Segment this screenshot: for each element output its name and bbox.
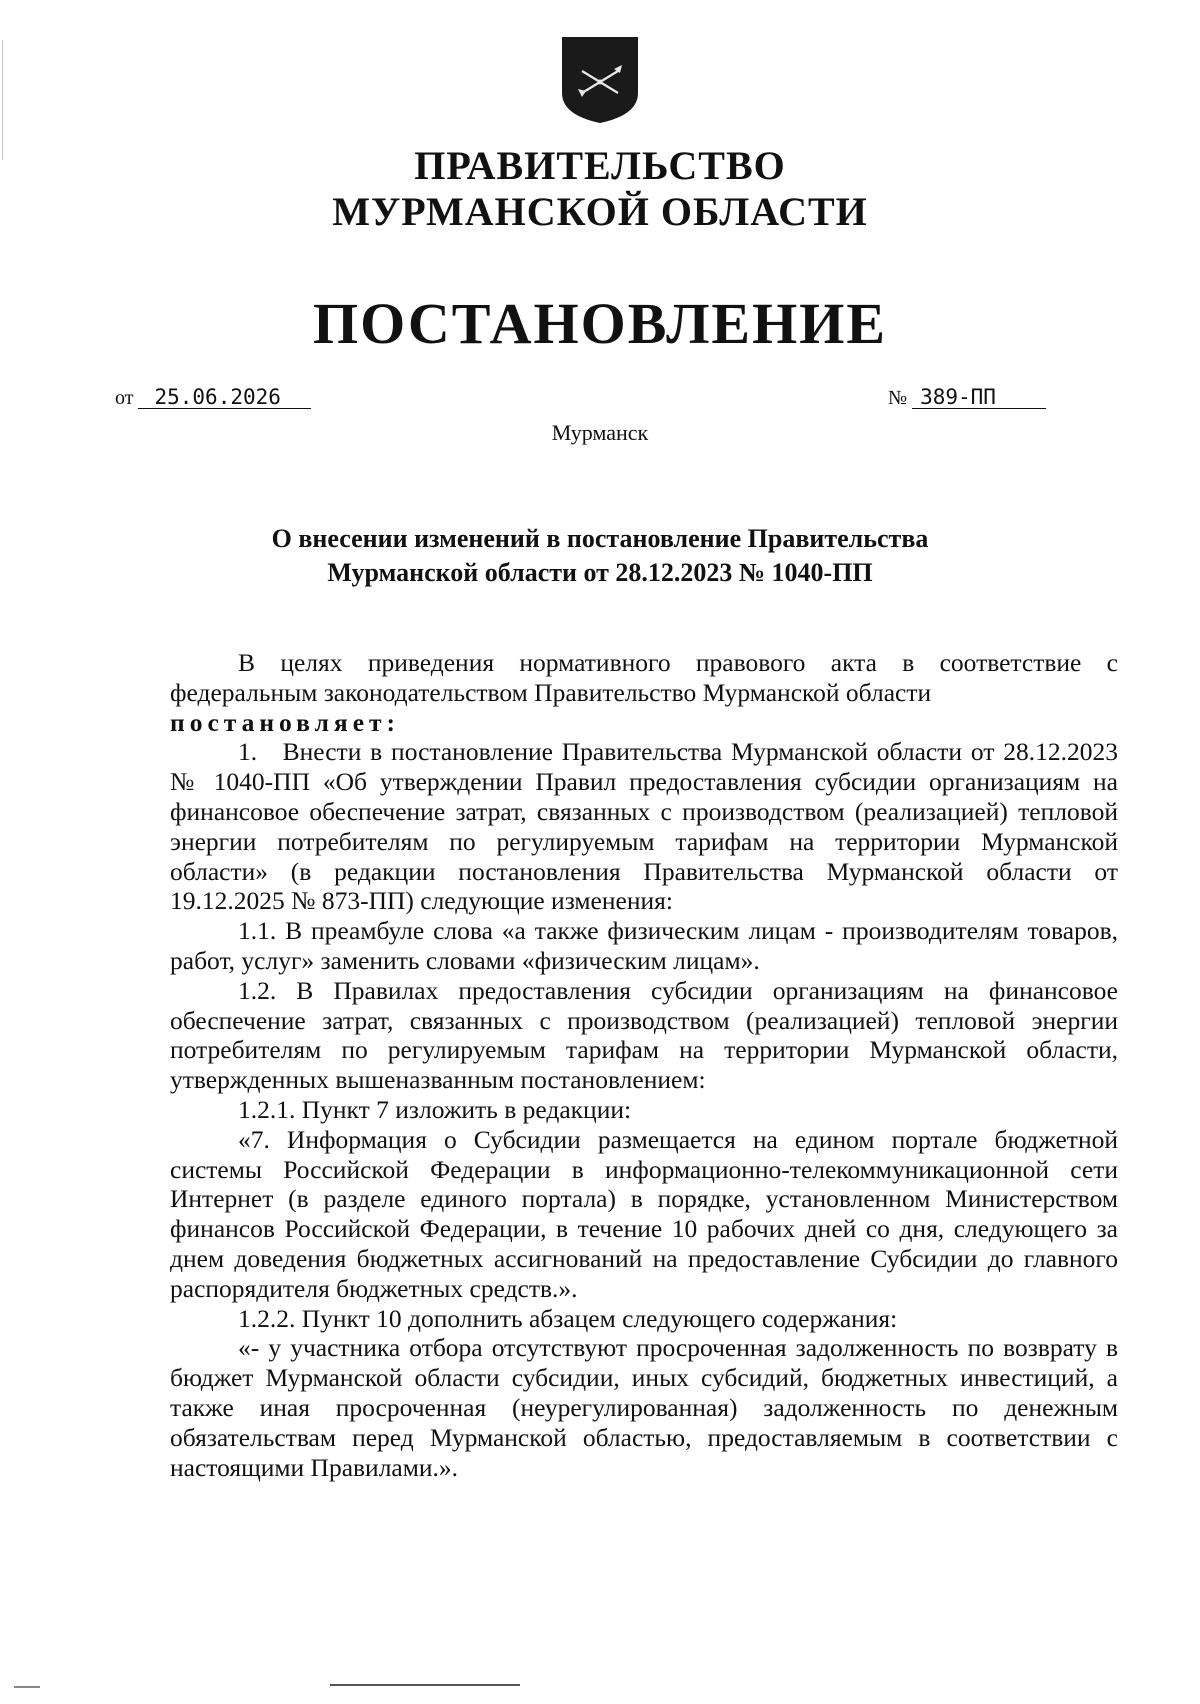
footer-edge-mark	[14, 1686, 40, 1688]
date-prefix: от	[115, 387, 134, 409]
item-1-2: 1.2. В Правилах предоставления субсидии организациям на финансовое обеспечение затрат, связанных с производством (реализацией) тепловой энергии потребителям по регулируемым тарифам на территории Мурманской области, утвержденных вышеназванным постановлением:	[170, 975, 1118, 1095]
item-1-1: 1.1. В преамбуле слова «а также физическим лицам - производителям товаров, работ, услуг» заменить словами «физическим лицам».	[170, 916, 1118, 975]
item-1-2-2-text: «- у участника отбора отсутствуют просроченная задолженность по возврату в бюджет Мурманской области субсидии, иных субсидий, бюджетных инвестиций, а также иная просроченная (неурегулированная) задолженность по денежным обязательствам перед Мурманской областью, предоставляемым в соответствии с настоящими Правилами.».	[170, 1333, 1118, 1482]
org-name-line1: ПРАВИТЕЛЬСТВО	[414, 143, 786, 188]
document-subject	[0, 522, 1200, 590]
item-1-2-2: 1.2.2. Пункт 10 дополнить абзацем следующего содержания:	[238, 1303, 898, 1333]
document-type-title: ПОСТАНОВЛЕНИЕ	[312, 291, 888, 356]
document-date	[115, 386, 311, 410]
document-number	[888, 386, 1046, 410]
number-prefix: №	[888, 387, 908, 409]
org-name-line2: МУРМАНСКОЙ ОБЛАСТИ	[332, 189, 868, 234]
footer-divider	[330, 1684, 520, 1686]
decides-word: постановляет:	[170, 707, 401, 737]
document-body	[170, 648, 1118, 1482]
intro-paragraph: В целях приведения нормативного правового акта в соответствие с федеральным законодательством Правительство Мурманской области	[170, 648, 1118, 707]
number-value: 389-ПП	[912, 386, 1046, 409]
city-name: Мурманск	[551, 420, 649, 445]
subject-line1: О внесении изменений в постановление Правительства	[271, 524, 929, 553]
item-1: 1. Внести в постановление Правительства Мурманской области от 28.12.2023 № 1040-ПП «Об утверждении Правил предоставления субсидии организациям на финансовое обеспечение затрат, связанных с производством (реализацией) тепловой энергии потребителям по регулируемым тарифам на территории Мурманской области» (в редакции постановления Правительства Мурманской области от 19.12.2025 № 873-ПП) следующие изменения:	[170, 737, 1118, 916]
date-value: 25.06.2026	[138, 386, 310, 409]
coat-of-arms-icon	[560, 35, 640, 125]
item-1-2-1: 1.2.1. Пункт 7 изложить в редакции:	[238, 1094, 632, 1124]
subject-line2: Мурманской области от 28.12.2023 № 1040-ПП	[327, 558, 873, 587]
item-1-2-1-text: «7. Информация о Субсидии размещается на едином портале бюджетной системы Российской Федерации в информационно-телекоммуникационной сети Интернет (в разделе единого портала) в порядке, установленном Министерством финансов Российской Федерации, в течение 10 рабочих дней со дня, следующего за днем доведения бюджетных ассигнований на предоставление Субсидии до главного распорядителя бюджетных средств.».	[170, 1124, 1118, 1303]
